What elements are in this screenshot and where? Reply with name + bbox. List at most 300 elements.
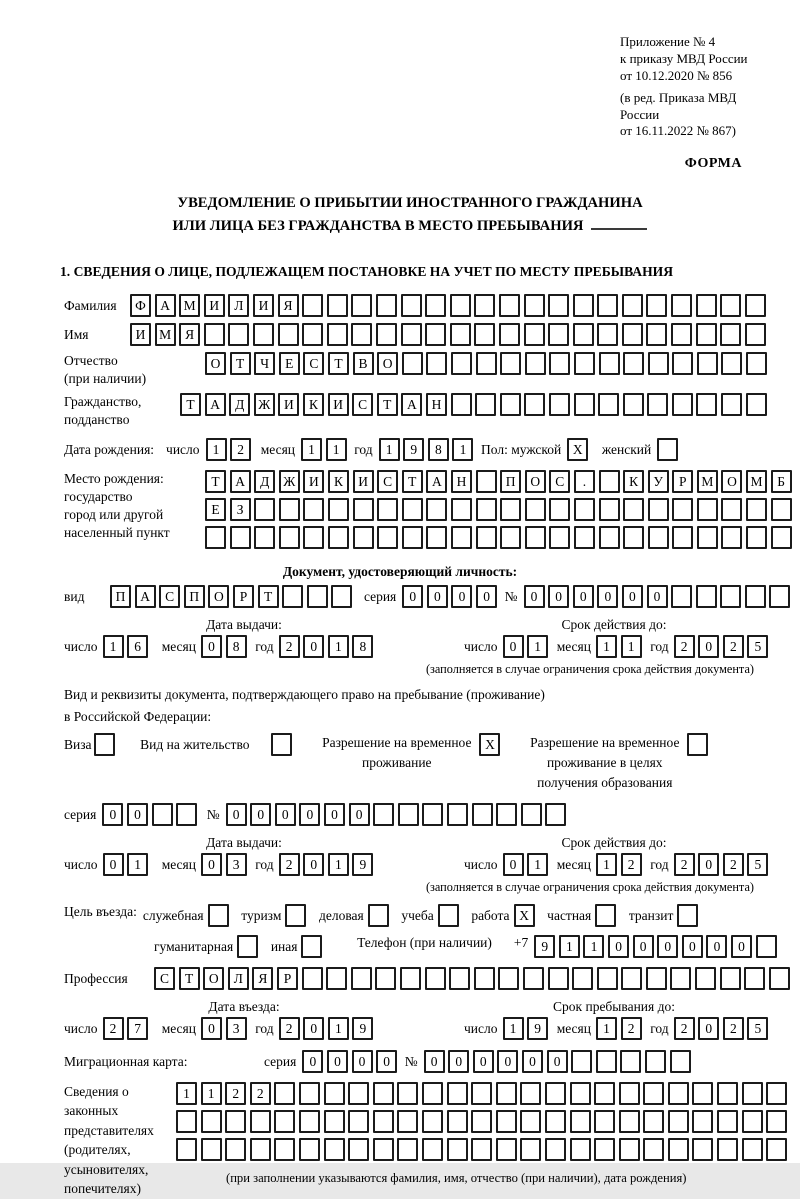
char-box[interactable] xyxy=(377,498,398,521)
char-box[interactable]: К xyxy=(328,470,349,493)
char-box[interactable] xyxy=(574,352,595,375)
char-box[interactable]: Т xyxy=(377,393,398,416)
char-box[interactable] xyxy=(397,1082,418,1105)
char-box[interactable]: Ч xyxy=(254,352,275,375)
char-box[interactable]: 9 xyxy=(352,1017,373,1040)
char-box[interactable] xyxy=(299,1110,320,1133)
char-box[interactable] xyxy=(570,1110,591,1133)
char-box[interactable] xyxy=(648,498,669,521)
char-box[interactable]: 0 xyxy=(250,803,271,826)
char-box[interactable]: 8 xyxy=(226,635,247,658)
char-box[interactable] xyxy=(500,498,521,521)
char-box[interactable]: 0 xyxy=(327,1050,348,1073)
char-box[interactable] xyxy=(351,323,372,346)
char-box[interactable]: 0 xyxy=(597,585,618,608)
char-box[interactable] xyxy=(769,585,790,608)
char-box[interactable] xyxy=(599,526,620,549)
char-box[interactable] xyxy=(623,498,644,521)
char-box[interactable] xyxy=(549,352,570,375)
char-box[interactable] xyxy=(279,498,300,521)
char-box[interactable]: 0 xyxy=(522,1050,543,1073)
char-box[interactable] xyxy=(524,393,545,416)
char-box[interactable] xyxy=(594,1110,615,1133)
char-box[interactable] xyxy=(720,294,741,317)
char-box[interactable]: 0 xyxy=(573,585,594,608)
char-box[interactable]: 0 xyxy=(424,1050,445,1073)
char-box[interactable] xyxy=(500,393,521,416)
char-box[interactable]: О xyxy=(208,585,229,608)
char-box[interactable] xyxy=(253,323,274,346)
char-box[interactable] xyxy=(373,1082,394,1105)
char-box[interactable] xyxy=(476,352,497,375)
char-box[interactable] xyxy=(500,526,521,549)
char-box[interactable] xyxy=(696,323,717,346)
char-box[interactable]: Т xyxy=(180,393,201,416)
char-box[interactable] xyxy=(397,1138,418,1161)
char-box[interactable]: С xyxy=(352,393,373,416)
char-box[interactable] xyxy=(594,1082,615,1105)
char-box[interactable] xyxy=(447,1082,468,1105)
char-box[interactable]: 0 xyxy=(201,1017,222,1040)
char-box[interactable] xyxy=(672,526,693,549)
char-box[interactable]: 1 xyxy=(527,853,548,876)
char-box[interactable] xyxy=(302,294,323,317)
char-box[interactable]: 0 xyxy=(303,635,324,658)
char-box[interactable] xyxy=(570,1138,591,1161)
char-box[interactable]: Ф xyxy=(130,294,151,317)
char-box[interactable] xyxy=(225,1110,246,1133)
char-box[interactable] xyxy=(451,393,472,416)
char-box[interactable] xyxy=(647,393,668,416)
char-box[interactable]: 2 xyxy=(674,853,695,876)
char-box[interactable]: 8 xyxy=(352,635,373,658)
char-box[interactable] xyxy=(742,1110,763,1133)
char-box[interactable] xyxy=(496,1110,517,1133)
char-box[interactable] xyxy=(438,904,459,927)
char-box[interactable]: 9 xyxy=(403,438,424,461)
char-box[interactable]: 1 xyxy=(176,1082,197,1105)
char-box[interactable]: Н xyxy=(451,470,472,493)
char-box[interactable]: С xyxy=(377,470,398,493)
char-box[interactable] xyxy=(373,1138,394,1161)
char-box[interactable] xyxy=(596,1050,617,1073)
char-box[interactable] xyxy=(228,323,249,346)
char-box[interactable]: 2 xyxy=(279,853,300,876)
char-box[interactable]: 1 xyxy=(596,853,617,876)
char-box[interactable]: 0 xyxy=(706,935,727,958)
char-box[interactable] xyxy=(474,294,495,317)
char-box[interactable] xyxy=(302,967,323,990)
char-box[interactable]: Я xyxy=(278,294,299,317)
char-box[interactable] xyxy=(422,1138,443,1161)
char-box[interactable]: 1 xyxy=(328,1017,349,1040)
char-box[interactable] xyxy=(451,352,472,375)
char-box[interactable] xyxy=(285,904,306,927)
char-box[interactable] xyxy=(377,526,398,549)
char-box[interactable]: 0 xyxy=(524,585,545,608)
char-box[interactable] xyxy=(696,294,717,317)
char-box[interactable] xyxy=(475,393,496,416)
char-box[interactable]: С xyxy=(303,352,324,375)
char-box[interactable] xyxy=(230,526,251,549)
char-box[interactable]: 1 xyxy=(206,438,227,461)
char-box[interactable] xyxy=(771,498,792,521)
char-box[interactable]: 0 xyxy=(376,1050,397,1073)
char-box[interactable]: Ж xyxy=(254,393,275,416)
char-box[interactable]: 1 xyxy=(326,438,347,461)
char-box[interactable] xyxy=(597,967,618,990)
char-box[interactable] xyxy=(201,1110,222,1133)
char-box[interactable] xyxy=(176,1110,197,1133)
char-box[interactable] xyxy=(426,526,447,549)
char-box[interactable] xyxy=(426,352,447,375)
char-box[interactable] xyxy=(670,967,691,990)
char-box[interactable]: О xyxy=(377,352,398,375)
char-box[interactable]: Р xyxy=(672,470,693,493)
char-box[interactable] xyxy=(697,352,718,375)
char-box[interactable] xyxy=(425,294,446,317)
char-box[interactable] xyxy=(237,935,258,958)
char-box[interactable] xyxy=(520,1110,541,1133)
char-box[interactable]: А xyxy=(230,470,251,493)
char-box[interactable]: П xyxy=(184,585,205,608)
char-box[interactable] xyxy=(623,393,644,416)
char-box[interactable]: В xyxy=(353,352,374,375)
char-box[interactable]: 1 xyxy=(596,1017,617,1040)
char-box[interactable] xyxy=(274,1110,295,1133)
char-box[interactable]: Н xyxy=(426,393,447,416)
char-box[interactable] xyxy=(375,967,396,990)
char-box[interactable]: . xyxy=(574,470,595,493)
char-box[interactable]: 0 xyxy=(622,585,643,608)
char-box[interactable] xyxy=(769,967,790,990)
char-box[interactable] xyxy=(348,1110,369,1133)
char-box[interactable] xyxy=(648,526,669,549)
char-box[interactable] xyxy=(204,323,225,346)
char-box[interactable] xyxy=(524,294,545,317)
char-box[interactable]: 3 xyxy=(226,1017,247,1040)
char-box[interactable]: 1 xyxy=(559,935,580,958)
char-box[interactable] xyxy=(303,526,324,549)
char-box[interactable] xyxy=(623,526,644,549)
char-box[interactable] xyxy=(623,352,644,375)
char-box[interactable] xyxy=(447,1138,468,1161)
char-box[interactable]: 2 xyxy=(621,1017,642,1040)
char-box[interactable] xyxy=(402,498,423,521)
char-box[interactable] xyxy=(303,498,324,521)
char-box[interactable]: Е xyxy=(279,352,300,375)
char-box[interactable]: А xyxy=(155,294,176,317)
char-box[interactable] xyxy=(476,526,497,549)
char-box[interactable]: 9 xyxy=(527,1017,548,1040)
char-box[interactable]: 8 xyxy=(428,438,449,461)
char-box[interactable] xyxy=(671,294,692,317)
char-box[interactable] xyxy=(176,1138,197,1161)
char-box[interactable]: 2 xyxy=(225,1082,246,1105)
char-box[interactable] xyxy=(548,294,569,317)
char-box[interactable] xyxy=(328,526,349,549)
char-box[interactable] xyxy=(301,935,322,958)
char-box[interactable]: 0 xyxy=(324,803,345,826)
char-box[interactable] xyxy=(597,294,618,317)
char-box[interactable]: 1 xyxy=(328,853,349,876)
char-box[interactable] xyxy=(474,323,495,346)
char-box[interactable] xyxy=(621,967,642,990)
char-box[interactable]: 0 xyxy=(547,1050,568,1073)
char-box[interactable] xyxy=(274,1082,295,1105)
char-box[interactable] xyxy=(400,967,421,990)
char-box[interactable]: М xyxy=(155,323,176,346)
char-box[interactable]: О xyxy=(203,967,224,990)
char-box[interactable] xyxy=(471,1082,492,1105)
char-box[interactable] xyxy=(766,1082,787,1105)
char-box[interactable] xyxy=(476,498,497,521)
char-box[interactable]: 0 xyxy=(633,935,654,958)
char-box[interactable] xyxy=(720,323,741,346)
char-box[interactable] xyxy=(598,393,619,416)
char-box[interactable] xyxy=(402,526,423,549)
char-box[interactable] xyxy=(351,967,372,990)
char-box[interactable] xyxy=(376,294,397,317)
char-box[interactable]: 2 xyxy=(723,635,744,658)
char-box[interactable] xyxy=(745,323,766,346)
char-box[interactable]: С xyxy=(159,585,180,608)
char-box[interactable] xyxy=(496,1138,517,1161)
char-box[interactable]: 6 xyxy=(127,635,148,658)
char-box[interactable] xyxy=(646,323,667,346)
char-box[interactable] xyxy=(520,1138,541,1161)
char-box[interactable]: П xyxy=(110,585,131,608)
char-box[interactable] xyxy=(574,498,595,521)
char-box[interactable] xyxy=(521,803,542,826)
char-box[interactable] xyxy=(278,323,299,346)
char-box[interactable]: 0 xyxy=(127,803,148,826)
char-box[interactable] xyxy=(599,470,620,493)
char-box[interactable]: 1 xyxy=(452,438,473,461)
char-box[interactable] xyxy=(525,498,546,521)
char-box[interactable]: 0 xyxy=(349,803,370,826)
char-box[interactable]: 0 xyxy=(402,585,423,608)
char-box[interactable]: X xyxy=(567,438,588,461)
char-box[interactable]: 1 xyxy=(201,1082,222,1105)
char-box[interactable]: 2 xyxy=(250,1082,271,1105)
char-box[interactable]: Т xyxy=(402,470,423,493)
char-box[interactable] xyxy=(250,1110,271,1133)
char-box[interactable] xyxy=(574,393,595,416)
char-box[interactable]: 9 xyxy=(534,935,555,958)
char-box[interactable]: Л xyxy=(228,294,249,317)
char-box[interactable] xyxy=(549,526,570,549)
char-box[interactable]: 0 xyxy=(352,1050,373,1073)
char-box[interactable] xyxy=(476,470,497,493)
char-box[interactable] xyxy=(572,967,593,990)
char-box[interactable]: 9 xyxy=(352,853,373,876)
char-box[interactable] xyxy=(525,352,546,375)
char-box[interactable]: 0 xyxy=(275,803,296,826)
char-box[interactable] xyxy=(721,352,742,375)
char-box[interactable]: 1 xyxy=(527,635,548,658)
char-box[interactable]: 0 xyxy=(503,635,524,658)
char-box[interactable]: 0 xyxy=(299,803,320,826)
char-box[interactable] xyxy=(545,1138,566,1161)
char-box[interactable] xyxy=(599,498,620,521)
char-box[interactable] xyxy=(670,1050,691,1073)
char-box[interactable]: 0 xyxy=(476,585,497,608)
char-box[interactable] xyxy=(697,526,718,549)
char-box[interactable] xyxy=(645,1050,666,1073)
char-box[interactable] xyxy=(619,1082,640,1105)
char-box[interactable]: Д xyxy=(229,393,250,416)
char-box[interactable]: 0 xyxy=(302,1050,323,1073)
char-box[interactable] xyxy=(496,1082,517,1105)
char-box[interactable] xyxy=(573,294,594,317)
char-box[interactable] xyxy=(324,1082,345,1105)
char-box[interactable] xyxy=(348,1138,369,1161)
char-box[interactable]: Т xyxy=(258,585,279,608)
char-box[interactable] xyxy=(570,1082,591,1105)
char-box[interactable] xyxy=(525,526,546,549)
char-box[interactable] xyxy=(766,1110,787,1133)
char-box[interactable] xyxy=(373,803,394,826)
char-box[interactable] xyxy=(721,393,742,416)
char-box[interactable] xyxy=(571,1050,592,1073)
char-box[interactable] xyxy=(548,323,569,346)
char-box[interactable]: X xyxy=(514,904,535,927)
char-box[interactable] xyxy=(717,1082,738,1105)
char-box[interactable] xyxy=(643,1082,664,1105)
char-box[interactable] xyxy=(331,585,352,608)
char-box[interactable] xyxy=(692,1138,713,1161)
char-box[interactable]: Б xyxy=(771,470,792,493)
char-box[interactable] xyxy=(721,498,742,521)
char-box[interactable] xyxy=(548,967,569,990)
char-box[interactable] xyxy=(271,733,292,756)
char-box[interactable]: 5 xyxy=(747,635,768,658)
char-box[interactable]: 2 xyxy=(279,635,300,658)
char-box[interactable] xyxy=(668,1110,689,1133)
char-box[interactable]: 0 xyxy=(731,935,752,958)
char-box[interactable]: 2 xyxy=(230,438,251,461)
char-box[interactable] xyxy=(545,1110,566,1133)
char-box[interactable] xyxy=(523,967,544,990)
char-box[interactable] xyxy=(225,1138,246,1161)
char-box[interactable] xyxy=(401,323,422,346)
char-box[interactable]: 0 xyxy=(503,853,524,876)
char-box[interactable] xyxy=(742,1082,763,1105)
char-box[interactable] xyxy=(545,803,566,826)
char-box[interactable] xyxy=(520,1082,541,1105)
char-box[interactable] xyxy=(499,294,520,317)
char-box[interactable] xyxy=(401,294,422,317)
char-box[interactable]: С xyxy=(154,967,175,990)
char-box[interactable]: 1 xyxy=(328,635,349,658)
char-box[interactable] xyxy=(696,393,717,416)
char-box[interactable] xyxy=(622,323,643,346)
char-box[interactable]: М xyxy=(746,470,767,493)
char-box[interactable] xyxy=(425,323,446,346)
char-box[interactable] xyxy=(426,498,447,521)
char-box[interactable] xyxy=(643,1110,664,1133)
char-box[interactable] xyxy=(696,585,717,608)
char-box[interactable]: 0 xyxy=(102,803,123,826)
char-box[interactable]: Т xyxy=(328,352,349,375)
char-box[interactable] xyxy=(771,526,792,549)
char-box[interactable]: К xyxy=(623,470,644,493)
char-box[interactable] xyxy=(672,352,693,375)
char-box[interactable] xyxy=(746,526,767,549)
char-box[interactable]: 1 xyxy=(503,1017,524,1040)
char-box[interactable] xyxy=(595,904,616,927)
char-box[interactable]: 0 xyxy=(497,1050,518,1073)
char-box[interactable] xyxy=(746,352,767,375)
char-box[interactable]: 2 xyxy=(279,1017,300,1040)
char-box[interactable] xyxy=(353,526,374,549)
char-box[interactable] xyxy=(152,803,173,826)
char-box[interactable] xyxy=(474,967,495,990)
char-box[interactable] xyxy=(720,585,741,608)
char-box[interactable]: 0 xyxy=(682,935,703,958)
char-box[interactable] xyxy=(648,352,669,375)
char-box[interactable] xyxy=(672,498,693,521)
char-box[interactable]: 0 xyxy=(647,585,668,608)
char-box[interactable] xyxy=(422,803,443,826)
char-box[interactable] xyxy=(302,323,323,346)
char-box[interactable]: 3 xyxy=(226,853,247,876)
char-box[interactable] xyxy=(368,904,389,927)
char-box[interactable]: 0 xyxy=(201,635,222,658)
char-box[interactable] xyxy=(373,1110,394,1133)
char-box[interactable] xyxy=(643,1138,664,1161)
char-box[interactable] xyxy=(254,498,275,521)
char-box[interactable]: С xyxy=(549,470,570,493)
char-box[interactable] xyxy=(672,393,693,416)
char-box[interactable]: И xyxy=(253,294,274,317)
char-box[interactable] xyxy=(326,967,347,990)
char-box[interactable]: Т xyxy=(205,470,226,493)
char-box[interactable] xyxy=(451,498,472,521)
char-box[interactable] xyxy=(327,294,348,317)
char-box[interactable]: 1 xyxy=(379,438,400,461)
char-box[interactable] xyxy=(307,585,328,608)
char-box[interactable] xyxy=(208,904,229,927)
char-box[interactable] xyxy=(574,526,595,549)
char-box[interactable]: 1 xyxy=(301,438,322,461)
char-box[interactable] xyxy=(201,1138,222,1161)
char-box[interactable]: И xyxy=(303,470,324,493)
char-box[interactable] xyxy=(744,967,765,990)
char-box[interactable]: М xyxy=(179,294,200,317)
char-box[interactable] xyxy=(677,904,698,927)
char-box[interactable] xyxy=(450,323,471,346)
char-box[interactable] xyxy=(657,438,678,461)
char-box[interactable] xyxy=(524,323,545,346)
char-box[interactable] xyxy=(721,526,742,549)
char-box[interactable]: 0 xyxy=(303,853,324,876)
char-box[interactable] xyxy=(94,733,115,756)
char-box[interactable]: 2 xyxy=(723,1017,744,1040)
char-box[interactable] xyxy=(450,294,471,317)
char-box[interactable]: 1 xyxy=(103,635,124,658)
char-box[interactable]: У xyxy=(648,470,669,493)
char-box[interactable] xyxy=(671,323,692,346)
char-box[interactable] xyxy=(620,1050,641,1073)
char-box[interactable]: 7 xyxy=(127,1017,148,1040)
char-box[interactable]: О xyxy=(721,470,742,493)
char-box[interactable] xyxy=(717,1138,738,1161)
char-box[interactable] xyxy=(671,585,692,608)
char-box[interactable]: Л xyxy=(228,967,249,990)
char-box[interactable] xyxy=(646,294,667,317)
